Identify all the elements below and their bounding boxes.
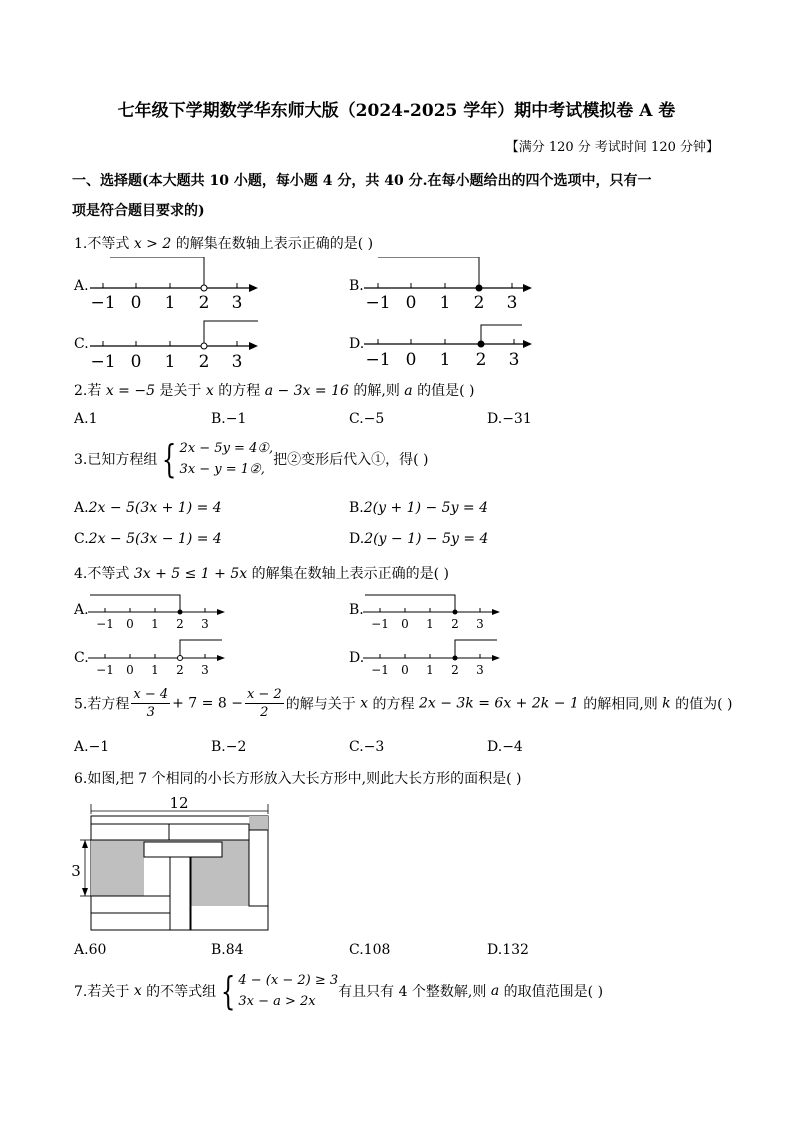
- tick-label: −1: [90, 352, 116, 372]
- q4-option-b-label[interactable]: B.: [349, 602, 364, 618]
- tick-label: 2: [451, 617, 459, 631]
- q5-option-b[interactable]: B.−2: [211, 739, 247, 755]
- tick-label: 0: [126, 617, 134, 631]
- question-4-stem: 4.不等式 3x + 5 ≤ 1 + 5x 的解集在数轴上表示正确的是( ): [74, 566, 449, 582]
- open-point: [201, 343, 207, 349]
- open-point: [178, 656, 183, 661]
- axis-arrow: [523, 340, 532, 348]
- q2-option-d[interactable]: D.−31: [487, 411, 532, 427]
- solution-ray: [365, 595, 455, 612]
- tick-label: 3: [231, 352, 243, 372]
- score-info: 【满分 120 分 考试时间 120 分钟】: [505, 140, 719, 155]
- inequality-2: 3x − a > 2x: [238, 994, 316, 1009]
- tick-label: 1: [164, 352, 176, 372]
- tick-label: −1: [96, 617, 114, 631]
- inequality-brace: {: [221, 969, 236, 1013]
- tick-label: 1: [151, 617, 159, 631]
- equation-1: 2x − 5y = 4①,: [179, 441, 274, 456]
- q1-option-c-numberline[interactable]: [90, 320, 265, 374]
- tick-label: 3: [506, 293, 518, 313]
- equation-brace: {: [162, 437, 177, 481]
- q1-option-c-label[interactable]: C.: [74, 336, 89, 352]
- fraction-2: $\frac{x - 2}{2}$: [246, 687, 282, 720]
- tick-label: 3: [476, 663, 484, 677]
- section-heading-line2: 项是符合题目要求的): [72, 203, 205, 219]
- tick-label: 2: [473, 293, 485, 313]
- tick-label: 1: [426, 617, 434, 631]
- q6-option-c[interactable]: C.108: [349, 942, 391, 958]
- q3-option-b[interactable]: B.2(y + 1) − 5y = 4: [349, 500, 489, 516]
- q2-option-b[interactable]: B.−1: [211, 411, 247, 427]
- q5-option-c[interactable]: C.−3: [349, 739, 385, 755]
- tick-label: 0: [405, 350, 417, 370]
- q1-option-b-numberline[interactable]: [364, 257, 539, 315]
- closed-point: [178, 610, 183, 615]
- tick-label: 1: [426, 663, 434, 677]
- q4-option-d-numberline[interactable]: [363, 636, 503, 680]
- q4-option-c-numberline[interactable]: [88, 636, 228, 680]
- axis-arrow: [217, 655, 225, 661]
- closed-point: [453, 610, 458, 615]
- width-label: 12: [169, 796, 189, 812]
- tick-label: 2: [176, 617, 184, 631]
- q1-option-d-numberline[interactable]: [364, 320, 539, 374]
- tick-label: 2: [198, 352, 210, 372]
- question-6-stem: 6.如图,把 7 个相同的小长方形放入大长方形中,则此大长方形的面积是( ): [74, 771, 522, 787]
- q1-option-b-label[interactable]: B.: [349, 278, 364, 294]
- q4-option-c-label[interactable]: C.: [74, 650, 89, 666]
- solution-ray: [110, 257, 204, 288]
- tick-label: −1: [365, 350, 391, 370]
- q5-option-d[interactable]: D.−4: [487, 739, 523, 755]
- equation-2: 3x − y = 1②,: [179, 462, 265, 477]
- tick-label: 1: [164, 293, 176, 313]
- tick-label: 0: [130, 352, 142, 372]
- solution-ray: [90, 595, 180, 612]
- tick-label: 1: [151, 663, 159, 677]
- tick-label: 2: [176, 663, 184, 677]
- q2-option-a[interactable]: A.1: [74, 411, 98, 427]
- height-label: 3: [71, 862, 81, 880]
- closed-point: [453, 656, 458, 661]
- tick-label: 3: [201, 663, 209, 677]
- question-5-stem: 5.若方程 $\frac{x - 4}{3}$ + 7 = 8 − $\frac{x - 2}{2}$ 的解与关于 x 的方程 2x − 3k = 6x + 2k − 1 的解相同,则 k 的值为( ): [74, 687, 733, 720]
- axis-arrow: [523, 284, 532, 292]
- tick-label: 3: [508, 350, 520, 370]
- inequality-1: 4 − (x − 2) ≥ 3: [238, 973, 339, 988]
- axis-arrow: [217, 609, 225, 615]
- tick-label: −1: [90, 293, 116, 313]
- tick-label: 2: [198, 293, 210, 313]
- tick-label: 2: [451, 663, 459, 677]
- solution-ray: [204, 321, 258, 346]
- solution-ray: [481, 325, 522, 344]
- q6-option-d[interactable]: D.132: [487, 942, 529, 958]
- tick-label: 3: [476, 617, 484, 631]
- tick-label: 2: [475, 350, 487, 370]
- q6-option-a[interactable]: A.60: [74, 942, 107, 958]
- tick-label: 0: [126, 663, 134, 677]
- tick-label: −1: [371, 663, 389, 677]
- tick-label: 1: [439, 350, 451, 370]
- fraction-1: $\frac{x - 4}{3}$: [133, 687, 169, 720]
- q1-option-a-numberline[interactable]: [90, 257, 265, 315]
- q1-option-a-label[interactable]: A.: [74, 278, 89, 294]
- question-7-stem: 7.若关于 x 的不等式组 { 4 − (x − 2) ≥ 3 3x − a > 2x 有且只有 4 个整数解,则 a 的取值范围是( ): [74, 969, 604, 1013]
- q5-option-a[interactable]: A.−1: [74, 739, 110, 755]
- open-point: [201, 285, 207, 291]
- tick-label: 1: [439, 293, 451, 313]
- tick-label: 0: [401, 663, 409, 677]
- q3-option-a[interactable]: A.2x − 5(3x + 1) = 4: [74, 500, 222, 516]
- tick-label: 0: [405, 293, 417, 313]
- closed-point: [476, 285, 482, 291]
- tick-label: 0: [401, 617, 409, 631]
- q4-option-d-label[interactable]: D.: [349, 650, 365, 666]
- q4-option-b-numberline[interactable]: [363, 590, 503, 634]
- q1-option-d-label[interactable]: D.: [349, 336, 365, 352]
- q4-option-a-numberline[interactable]: [88, 590, 228, 634]
- tick-label: 3: [201, 617, 209, 631]
- tick-label: 0: [130, 293, 142, 313]
- solution-ray: [180, 640, 222, 658]
- rectangle-figure: [66, 796, 276, 936]
- tick-label: −1: [371, 617, 389, 631]
- q4-option-a-label[interactable]: A.: [74, 602, 89, 618]
- question-3-stem: 3.已知方程组 { 2x − 5y = 4①, 3x − y = 1②, 把②变形后代入①，得( ): [74, 437, 429, 481]
- tick-label: −1: [365, 293, 391, 313]
- question-2-stem: 2.若 x = −5 是关于 x 的方程 a − 3x = 16 的解,则 a 的值是( ): [74, 383, 475, 399]
- question-1-stem: 1.不等式 x > 2 的解集在数轴上表示正确的是( ): [74, 236, 374, 252]
- axis-arrow: [249, 342, 258, 350]
- solution-ray: [455, 640, 497, 658]
- q6-option-b[interactable]: B.84: [211, 942, 244, 958]
- q3-option-d[interactable]: D.2(y − 1) − 5y = 4: [349, 531, 489, 547]
- tick-label: 3: [231, 293, 243, 313]
- page-title: 七年级下学期数学华东师大版（2024-2025 学年）期中考试模拟卷 A 卷: [117, 101, 676, 121]
- solution-ray: [378, 257, 479, 288]
- axis-arrow: [492, 609, 500, 615]
- tick-label: −1: [96, 663, 114, 677]
- section-heading-line1: 一、选择题(本大题共 10 小题，每小题 4 分，共 40 分.在每小题给出的四个选项中，只有一: [72, 173, 652, 189]
- q3-option-c[interactable]: C.2x − 5(3x − 1) = 4: [74, 531, 222, 547]
- axis-arrow: [249, 284, 258, 292]
- axis-arrow: [492, 655, 500, 661]
- q2-option-c[interactable]: C.−5: [349, 411, 385, 427]
- closed-point: [478, 341, 484, 347]
